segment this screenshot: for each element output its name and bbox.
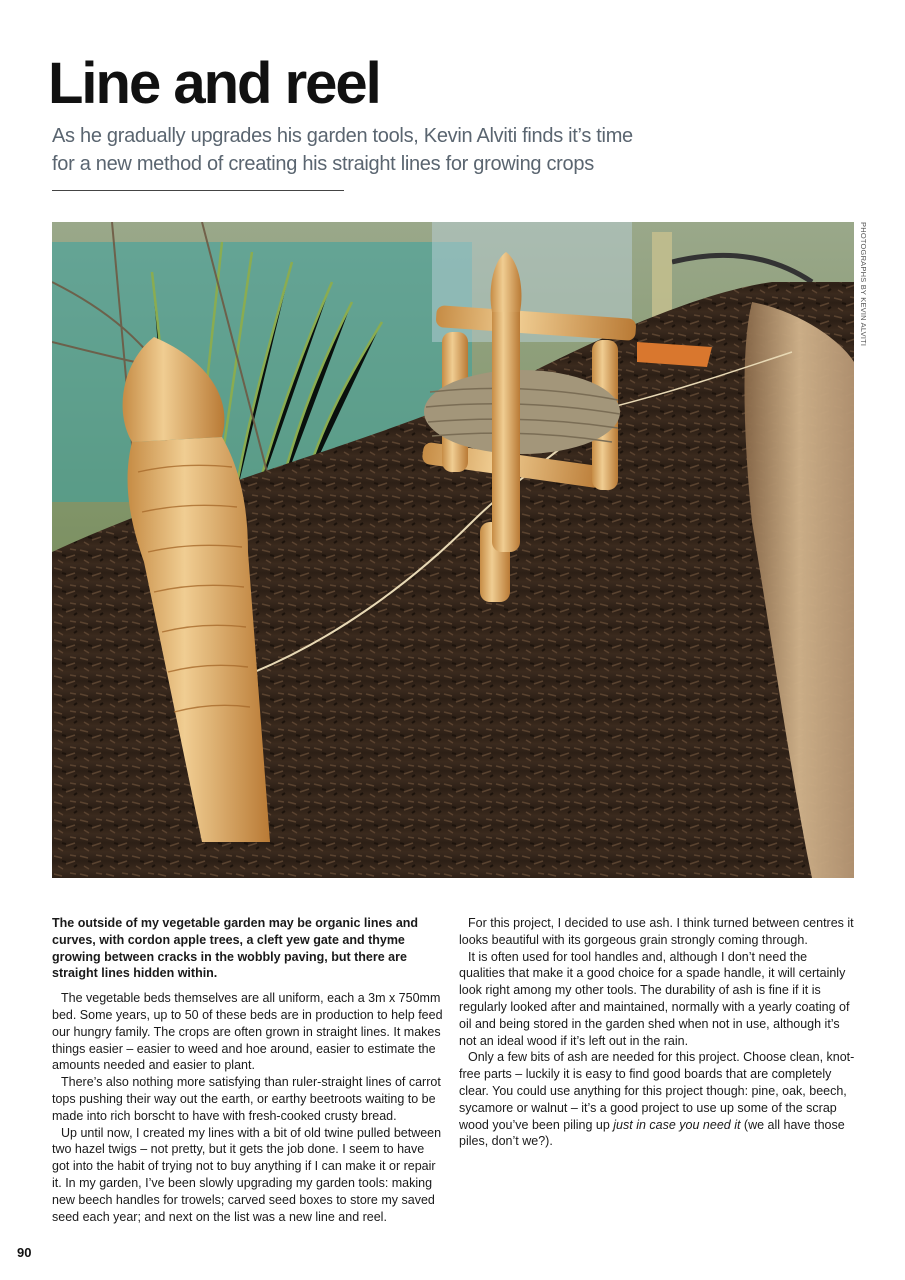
page-number: 90 (17, 1245, 32, 1260)
italic-phrase: just in case you need it (613, 1117, 741, 1132)
paragraph-text: (we all have those piles, don’t we?). (459, 1117, 845, 1149)
body-paragraph (459, 1049, 855, 1150)
body-paragraph: For this project, I decided to use ash. I think turned between centres it looks beautiful with its gorgeous grain strongly coming through. (459, 916, 854, 947)
title-rule (52, 190, 344, 191)
column-right (459, 915, 855, 1150)
body-paragraph: Up until now, I created my lines with a bit of old twine pulled between two hazel twigs – not pretty, but it gets the job done. I seem to have got into the habit of trying not to buy anything if I can make it or repair it. In my garden, I’ve been slowly upgrading my garden tools: making new beech handles for trowels; carved seed boxes to store my saved seed each year; and next on the list was a new line and reel. (52, 1125, 442, 1224)
intro-paragraph: The outside of my vegetable garden may be organic lines and curves, with cordon apple trees, a cleft yew gate and thyme growing between cracks in the wobbly paving, but there are straight lines hidden within. (52, 916, 419, 981)
paragraph-text: Only a few bits of ash are needed for this project. Choose clean, knot-free parts – luckily it is easy to find good boards that are completely clear. You could use anything for this project though: pine, oak, beech, sycamore or walnut – it’s a good project to use up some of the scrap wood you’ve been piling up (459, 1050, 855, 1132)
body-paragraph: It is often used for tool handles and, although I don’t need the qualities that make it a good choice for a spade handle, it will certainly look right among my other tools. The durability of ash is fine if it is regularly looked after and maintained, normally with a yearly coating of oil and being stored in the garden shed when not in use, although it’s not an ideal wood if it’s left out in the rain. (459, 949, 850, 1048)
article-title: Line and reel (48, 51, 380, 116)
body-paragraph: There’s also nothing more satisfying than ruler-straight lines of carrot tops pushing their way out the earth, or earthy beetroots waiting to be made into rich borscht to have with fresh-cooked crusty bread. (52, 1075, 441, 1123)
body-paragraph: The vegetable beds themselves are all uniform, each a 3m x 750mm bed. Some years, up to 50 of these beds are in production to help feed our hungry family. The crops are often grown in straight lines. It makes things easier – easier to weed and hoe around, easier to estimate the amounts needed and easier to plant. (52, 991, 443, 1073)
article-photo (52, 222, 854, 878)
photo-line-and-reel-in-garden-bed (52, 222, 854, 878)
photo-credit: PHOTOGRAPHS BY KEVIN ALVITI (859, 222, 868, 347)
column-left (52, 915, 444, 1225)
standfirst: As he gradually upgrades his garden tools, Kevin Alviti finds it’s time for a new method of creating his straight lines for growing crops (52, 125, 633, 175)
